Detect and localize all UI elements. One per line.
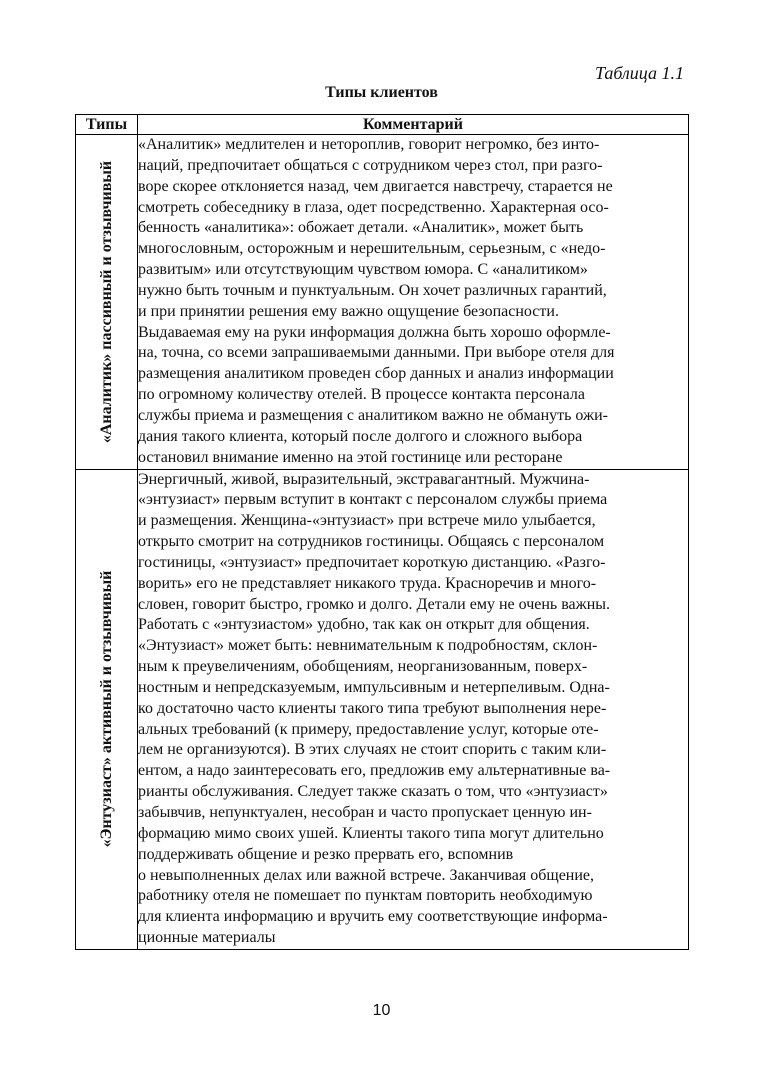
comment-line: формацию мимо своих ушей. Клиенты такого типа могут длительно <box>138 824 604 842</box>
comment-line: поддерживать общение и резко прервать его, вспомнив <box>138 845 514 863</box>
comment-line: гостиницы, «энтузиаст» предпочитает короткую дистанцию. «Разго- <box>138 553 606 571</box>
comment-line: работнику отеля не помешает по пунктам повторить необходимую <box>138 887 593 905</box>
comment-line: бенность «аналитика»: обожает детали. «Аналитик», может быть <box>138 219 584 237</box>
table-number-label: Таблица 1.1 <box>594 63 684 83</box>
comment-line: «Энтузиаст» может быть: невнимательным к подробностям, склон- <box>138 637 598 655</box>
type-cell-analyst <box>76 135 138 470</box>
comment-line: Энергичный, живой, выразительный, экстравагантный. Мужчина- <box>138 470 590 488</box>
comment-line: и размещения. Женщина-«энтузиаст» при встрече мило улыбается, <box>138 512 596 530</box>
comment-line: о невыполненных делах или важной встрече. Заканчивая общение, <box>138 866 595 884</box>
comment-line: развитым» или отсутствующим чувством юмора. С «аналитиком» <box>138 261 588 279</box>
comment-line: многословным, осторожным и нерешительным, серьезным, с «недо- <box>138 240 606 258</box>
client-types-table <box>75 114 689 950</box>
table-row-enthusiast <box>76 469 689 949</box>
comment-line: ко достаточно часто клиенты такого типа требуют выполнения нере- <box>138 699 607 717</box>
type-label-analyst: «Аналитик» пассивный и отзывчивый <box>97 160 115 443</box>
comment-line: Работать с «энтузиастом» удобно, так как он открыт для общения. <box>138 616 590 634</box>
comment-line: «энтузиаст» первым вступит в контакт с персоналом службы приема <box>138 491 608 509</box>
table-row-analyst <box>76 135 689 470</box>
type-cell-enthusiast <box>76 469 138 949</box>
header-types: Типы <box>76 115 138 135</box>
comment-line: Выдаваемая ему на руки информация должна быть хорошо оформле- <box>138 323 611 341</box>
comment-line: лем не организуются). В этих случаях не стоит спорить с таким кли- <box>138 741 607 759</box>
comment-cell-enthusiast <box>138 469 689 949</box>
comment-line: по огромному количеству отелей. В процессе контакта персонала <box>138 386 585 404</box>
comment-line: нужно быть точным и пунктуальным. Он хочет различных гарантий, <box>138 281 607 299</box>
comment-line: альных требований (к примеру, предоставление услуг, которые оте- <box>138 720 599 738</box>
comment-line: наций, предпочитает общаться с сотрудником через стол, при разго- <box>138 156 603 174</box>
comment-line: ным к преувеличениям, обобщениям, неорганизованным, поверх- <box>138 658 588 676</box>
comment-line: ностным и непредсказуемым, импульсивным и нетерпеливым. Одна- <box>138 678 610 696</box>
comment-line: словен, говорит быстро, громко и долго. Детали ему не очень важны. <box>138 595 611 613</box>
comment-line: и при принятии решения ему важно ощущение безопасности. <box>138 302 559 320</box>
type-label-enthusiast: «Энтузиаст» активный и отзывчивый <box>97 570 115 848</box>
table-header-row <box>76 115 689 135</box>
page-number: 10 <box>372 1002 391 1019</box>
comment-line: ционные материалы <box>138 929 276 947</box>
comment-line: службы приема и размещения с аналитиком важно не обмануть ожи- <box>138 406 608 424</box>
comment-line: ентом, а надо заинтересовать его, предложив ему альтернативные ва- <box>138 762 611 780</box>
comment-line: забывчив, непунктуален, несобран и часто пропускает ценную ин- <box>138 804 592 821</box>
comment-line: остановил внимание именно на этой гостинице или ресторане <box>138 448 563 466</box>
comment-line: дания такого клиента, который после долгого и сложного выбора <box>138 427 583 445</box>
comment-line: ворить» его не представляет никакого труда. Красноречив и много- <box>138 574 597 592</box>
comment-line: воре скорее отклоняется назад, чем двигается навстречу, старается не <box>138 177 613 195</box>
table-title: Типы клиентов <box>325 84 438 101</box>
comment-line: смотреть собеседнику в глаза, одет посредственно. Характерная осо- <box>138 198 609 216</box>
comment-line: рианты обслуживания. Следует также сказать о том, что «энтузиаст» <box>138 783 608 801</box>
comment-line: размещения аналитиком проведен сбор данных и анализ информации <box>138 365 614 383</box>
comment-line: для клиента информацию и вручить ему соответствующие информа- <box>138 908 608 926</box>
header-comment: Комментарий <box>138 115 689 135</box>
comment-line: открыто смотрит на сотрудников гостиницы. Общаясь с персоналом <box>138 533 605 551</box>
comment-line: «Аналитик» медлителен и нетороплив, говорит негромко, без инто- <box>138 136 600 153</box>
comment-cell-analyst <box>138 135 689 470</box>
comment-line: на, точна, со всеми запрашиваемыми данными. При выборе отеля для <box>138 344 615 362</box>
